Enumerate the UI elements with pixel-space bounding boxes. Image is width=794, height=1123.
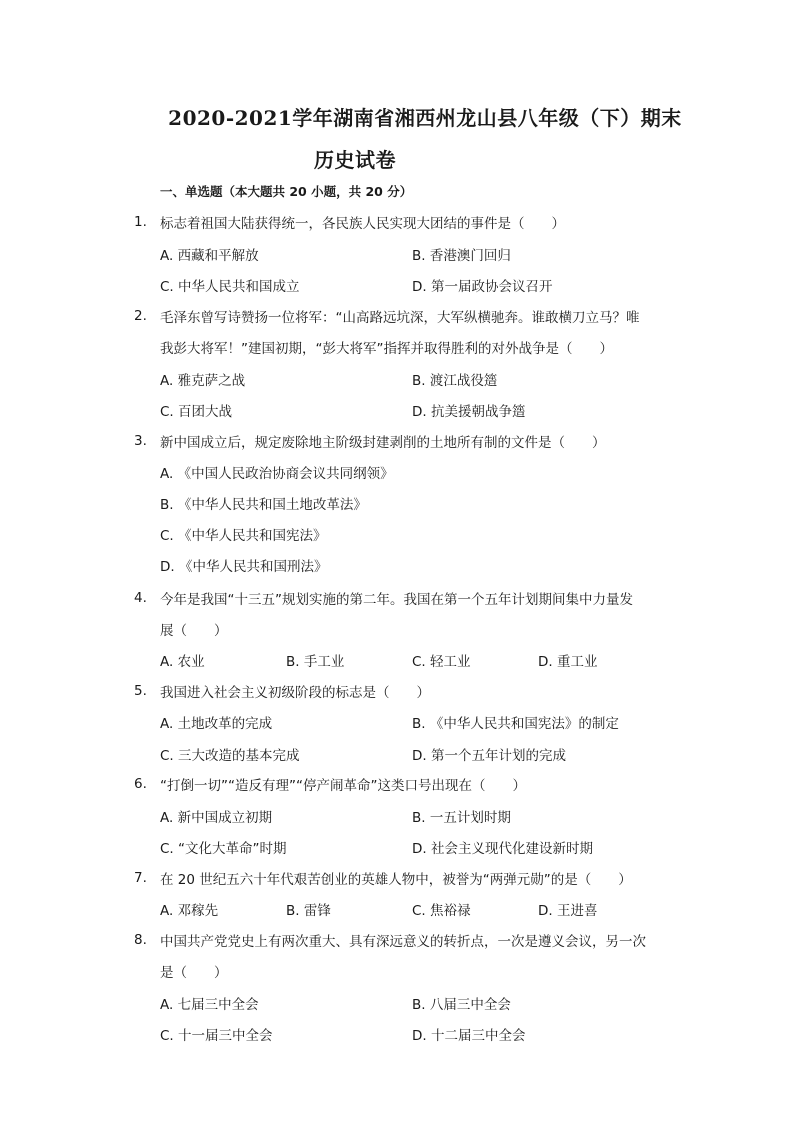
option-c[interactable]: C. 中华人民共和国成立 bbox=[160, 279, 300, 295]
option-a[interactable]: A. 雅克萨之战 bbox=[160, 373, 246, 389]
question-number: 3. bbox=[134, 433, 147, 449]
option-a[interactable]: A. 新中国成立初期 bbox=[160, 810, 273, 826]
option-d[interactable]: D. 《中华人民共和国刑法》 bbox=[160, 559, 328, 575]
option-b[interactable]: B. 香港澳门回归 bbox=[412, 248, 511, 264]
option-a[interactable]: A. 七届三中全会 bbox=[160, 997, 259, 1013]
question-number: 8. bbox=[134, 932, 147, 948]
section-heading: 一、单选题（本大题共 20 小题，共 20 分） bbox=[160, 184, 413, 199]
option-b[interactable]: B. 八届三中全会 bbox=[412, 997, 511, 1013]
option-a[interactable]: A. 农业 bbox=[160, 654, 205, 670]
question-stem: 我彭大将军！”建国初期，“彭大将军”指挥并取得胜利的对外战争是（ ） bbox=[160, 341, 613, 357]
option-a[interactable]: A. 西藏和平解放 bbox=[160, 248, 259, 264]
question-stem: 标志着祖国大陆获得统一，各民族人民实现大团结的事件是（ ） bbox=[160, 216, 565, 232]
question-number: 2. bbox=[134, 308, 147, 324]
option-d[interactable]: D. 重工业 bbox=[538, 654, 598, 670]
option-d[interactable]: D. 王进喜 bbox=[538, 903, 598, 919]
document-title-line-2: 历史试卷 bbox=[314, 148, 396, 172]
question-number: 4. bbox=[134, 590, 147, 606]
question-stem: 今年是我国“十三五”规划实施的第二年。我国在第一个五年计划期间集中力量发 bbox=[160, 592, 633, 608]
question-stem: 我国进入社会主义初级阶段的标志是（ ） bbox=[160, 685, 430, 701]
option-c[interactable]: C. 《中华人民共和国宪法》 bbox=[160, 528, 327, 544]
option-d[interactable]: D. 社会主义现代化建设新时期 bbox=[412, 841, 593, 857]
option-b[interactable]: B. 《中华人民共和国土地改革法》 bbox=[160, 497, 367, 513]
option-d[interactable]: D. 抗美援朝战争簉 bbox=[412, 404, 526, 420]
option-c[interactable]: C. 三大改造的基本完成 bbox=[160, 748, 300, 764]
question-stem: 展（ ） bbox=[160, 623, 228, 639]
option-c[interactable]: C. 焦裕禄 bbox=[412, 903, 471, 919]
option-d[interactable]: D. 十二届三中全会 bbox=[412, 1028, 526, 1044]
option-c[interactable]: C. 百团大战 bbox=[160, 404, 233, 420]
option-d[interactable]: D. 第一届政协会议召开 bbox=[412, 279, 553, 295]
option-c[interactable]: C. “文化大革命”时期 bbox=[160, 841, 287, 857]
question-stem: “打倒一切”“造反有理”“停产闹革命”这类口号出现在（ ） bbox=[160, 778, 526, 794]
document-title-line-1: 2020-2021学年湖南省湘西州龙山县八年级（下）期末 bbox=[168, 106, 682, 130]
option-d[interactable]: D. 第一个五年计划的完成 bbox=[412, 748, 566, 764]
question-number: 6. bbox=[134, 776, 147, 792]
option-b[interactable]: B. 雷锋 bbox=[286, 903, 331, 919]
option-a[interactable]: A. 土地改革的完成 bbox=[160, 716, 273, 732]
question-number: 7. bbox=[134, 870, 147, 886]
question-stem: 在 20 世纪五六十年代艰苦创业的英雄人物中，被誉为“两弹元勋”的是（ ） bbox=[160, 872, 632, 888]
option-a[interactable]: A. 《中国人民政治协商会议共同纲领》 bbox=[160, 466, 394, 482]
option-b[interactable]: B. 渡江战役簉 bbox=[412, 373, 498, 389]
option-b[interactable]: B. 手工业 bbox=[286, 654, 345, 670]
option-b[interactable]: B. 《中华人民共和国宪法》的制定 bbox=[412, 716, 619, 732]
question-stem: 毛泽东曾写诗赞扬一位将军：“山高路远坑深，大军纵横驰奔。谁敢横刀立马？唯 bbox=[160, 310, 640, 326]
question-number: 1. bbox=[134, 214, 147, 230]
option-c[interactable]: C. 轻工业 bbox=[412, 654, 471, 670]
option-c[interactable]: C. 十一届三中全会 bbox=[160, 1028, 273, 1044]
question-stem: 是（ ） bbox=[160, 965, 228, 981]
option-b[interactable]: B. 一五计划时期 bbox=[412, 810, 511, 826]
option-a[interactable]: A. 邓稼先 bbox=[160, 903, 219, 919]
question-number: 5. bbox=[134, 683, 147, 699]
question-stem: 中国共产党党史上有两次重大、具有深远意义的转折点，一次是遵义会议，另一次 bbox=[160, 934, 646, 950]
question-stem: 新中国成立后，规定废除地主阶级封建剥削的土地所有制的文件是（ ） bbox=[160, 435, 606, 451]
